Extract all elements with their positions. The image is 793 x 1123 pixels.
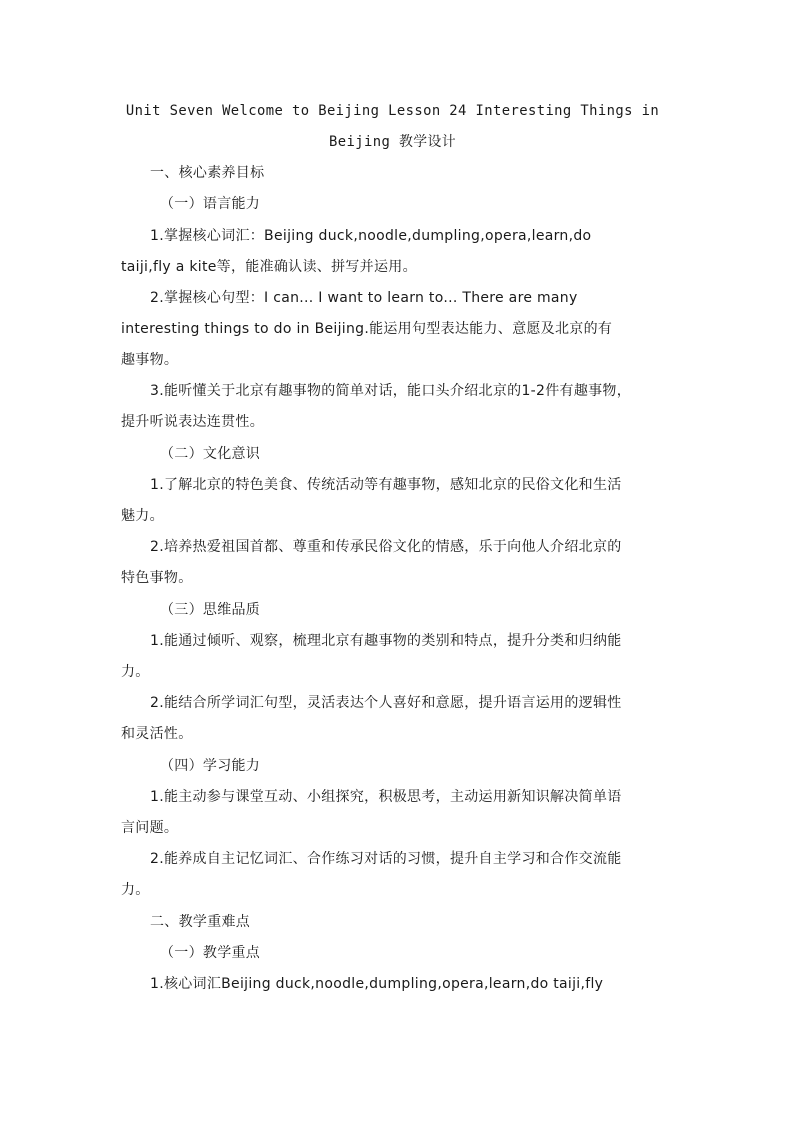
paragraph-line: 1.掌握核心词汇：Beijing duck,noodle,dumpling,opera,learn,do bbox=[150, 228, 592, 244]
paragraph-line: 力。 bbox=[121, 664, 150, 680]
paragraph-line: 特色事物。 bbox=[121, 570, 193, 586]
paragraph-line: 言问题。 bbox=[121, 820, 179, 836]
paragraph-line: 趣事物。 bbox=[121, 352, 179, 368]
paragraph-line: 力。 bbox=[121, 882, 150, 898]
paragraph-line: 2.能养成自主记忆词汇、合作练习对话的习惯，提升自主学习和合作交流能 bbox=[150, 851, 622, 867]
subsection-heading: （一）语言能力 bbox=[160, 196, 261, 212]
paragraph-line: 和灵活性。 bbox=[121, 726, 193, 742]
title-line-1: Unit Seven Welcome to Beijing Lesson 24 Interesting Things in bbox=[125, 103, 660, 119]
paragraph-line: 2.能结合所学词汇句型，灵活表达个人喜好和意愿，提升语言运用的逻辑性 bbox=[150, 695, 622, 711]
section-heading: 二、教学重难点 bbox=[150, 914, 251, 930]
paragraph-line: 2.掌握核心句型：I can... I want to learn to... There are many bbox=[150, 290, 578, 306]
paragraph-line: 提升听说表达连贯性。 bbox=[121, 414, 264, 430]
subsection-heading: （二）文化意识 bbox=[160, 446, 261, 462]
paragraph-line: 3.能听懂关于北京有趣事物的简单对话，能口头介绍北京的1-2件有趣事物， bbox=[150, 383, 632, 399]
paragraph-line: 1.能主动参与课堂互动、小组探究，积极思考，主动运用新知识解决简单语 bbox=[150, 789, 622, 805]
paragraph-line: 1.核心词汇Beijing duck,noodle,dumpling,opera,learn,do taiji,fly bbox=[150, 976, 604, 992]
paragraph-line: interesting things to do in Beijing.能运用句型表达能力、意愿及北京的有 bbox=[121, 321, 613, 337]
paragraph-line: 1.了解北京的特色美食、传统活动等有趣事物，感知北京的民俗文化和生活 bbox=[150, 477, 622, 493]
paragraph-line: 1.能通过倾听、观察，梳理北京有趣事物的类别和特点，提升分类和归纳能 bbox=[150, 633, 622, 649]
paragraph-line: 2.培养热爱祖国首都、尊重和传承民俗文化的情感，乐于向他人介绍北京的 bbox=[150, 539, 622, 555]
paragraph-line: 魅力。 bbox=[121, 508, 164, 524]
subsection-heading: （四）学习能力 bbox=[160, 758, 261, 774]
section-heading: 一、核心素养目标 bbox=[150, 165, 265, 181]
subsection-heading: （三）思维品质 bbox=[160, 602, 261, 618]
paragraph-line: taiji,fly a kite等，能准确认读、拼写并运用。 bbox=[121, 259, 417, 275]
subsection-heading: （一）教学重点 bbox=[160, 945, 261, 961]
title-line-2: Beijing 教学设计 bbox=[329, 134, 456, 150]
